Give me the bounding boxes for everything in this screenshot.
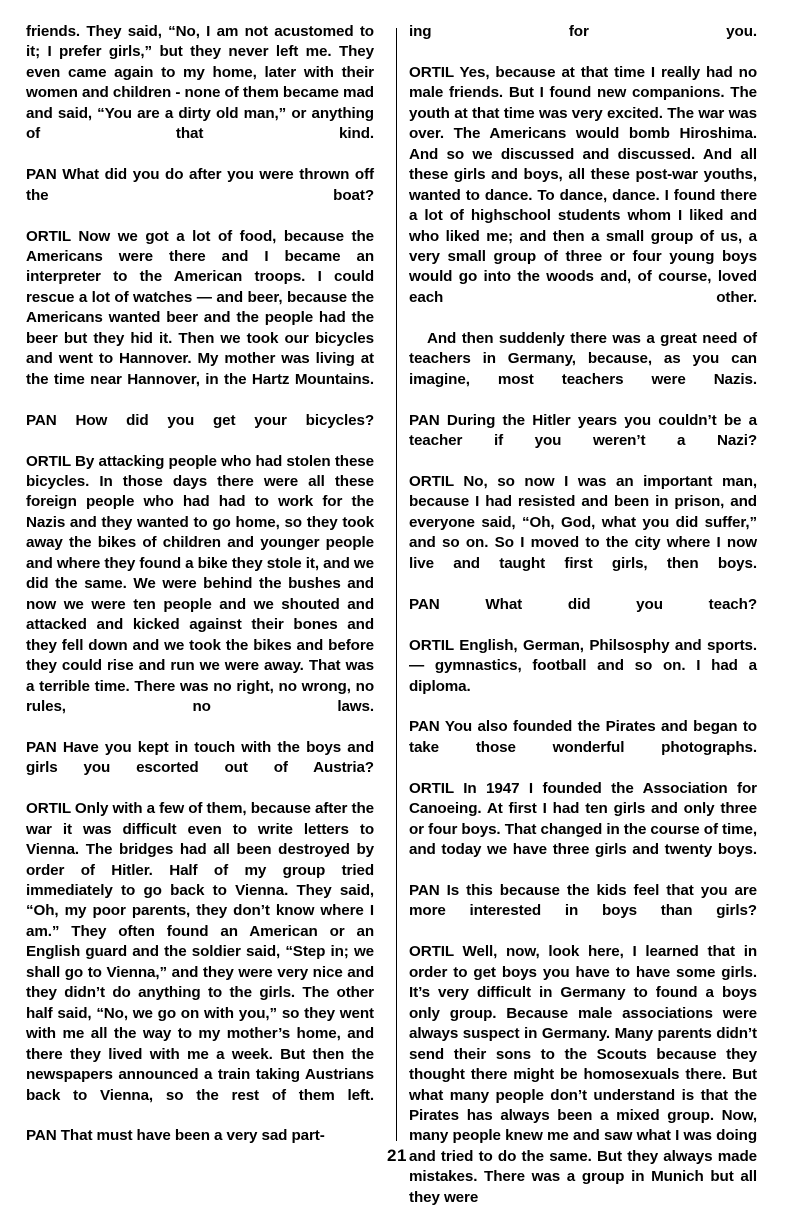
paragraph: ORTIL Well, now, look here, I learned that in order to get boys you have to have some girls. It’s very difficult in Germany to found a boys only group. Because male associations were always suspect in Germany. Many parents didn’t send their sons to the Scouts because they thought there might be homosexuals there. But what many people don’t understand is that the Pirates has always been a mixed group. Now, many people knew me and saw what I was doing and tried to do the same. But they always made mistakes. There was a group in Munich but all they were: [409, 943, 757, 1206]
paragraph: ORTIL English, German, Philsosphy and sports. — gymnastics, football and so on. I had a diploma.: [409, 636, 757, 695]
paragraph: ORTIL Now we got a lot of food, because the Americans were there and I became an interpreter to the American troops. I could rescue a lot of watches — and beer, because the Americans wanted beer and the people had the beer but they hid it. Then we took our bicycles and went to Hannover. My mother was living at the time near Hannover, in the Hartz Mountains.: [26, 227, 374, 388]
column-left: [26, 22, 374, 1147]
paragraph: And then suddenly there was a great need of teachers in Germany, because, as you can imagine, most teachers were Nazis.: [409, 329, 757, 388]
paragraph: ORTIL No, so now I was an important man, because I had resisted and been in prison, and everyone said, “Oh, God, what you did suffer,” and so on. So I moved to the city where I now live and taught first girls, then boys.: [409, 472, 757, 572]
paragraph: ORTIL Only with a few of them, because after the war it was difficult even to write letters to Vienna. The bridges had all been destroyed by order of Hitler. Half of my group tried immediately to go back to Vienna. They said, “Oh, my poor parents, they don’t know where I am.” They often found an American or an English guard and the soldier said, “Step in; we shall go to Vienna,” and they were very nice and they didn’t do anything to the girls. The other half said, “No, we go on with you,” so they went with me all the way to my mother’s home, and there they lived with me a week. But then the newspapers announced a train taking Austrians back to Vienna, so the rest of them left.: [26, 800, 374, 1104]
paragraph: PAN During the Hitler years you couldn’t be a teacher if you weren’t a Nazi?: [409, 411, 757, 450]
paragraph: PAN Have you kept in touch with the boys and girls you escorted out of Austria?: [26, 738, 374, 777]
paragraph: ORTIL Yes, because at that time I really had no male friends. But I found new companions. The youth at that time was very excited. The war was over. The Americans would bomb Hiroshima. And so we discussed and discussed. And all these girls and boys, all these post-war youths, wanted to dance. To dance, dance. I found there a lot of highschool students whom I liked and who liked me; and then a small group of us, a very small group of three or four young boys would go into the woods and, of course, loved each other.: [409, 63, 757, 306]
paragraph: ORTIL By attacking people who had stolen these bicycles. In those days there were all these foreign people who had had to work for the Nazis and they wanted to go home, so they took away the bikes of children and younger people and where they found a bike they stole it, and we did the same. We were behind the bushes and now we were ten people and we shouted and attacked and kicked against their bones and they fell down and we took the bikes and before they could rise and run we were away. That was a terrible time. There was no right, no wrong, no rules, no laws.: [26, 452, 374, 715]
paragraph: PAN Is this because the kids feel that you are more interested in boys than girls?: [409, 882, 757, 920]
column-right: [409, 22, 757, 1208]
column-divider-rule: [396, 28, 397, 1141]
paragraph: PAN What did you do after you were thrown off the boat?: [26, 166, 374, 204]
paragraph: friends. They said, “No, I am not acustomed to it; I prefer girls,” but they never left me. They even came again to my home, later with their women and children - none of them became mad and said, “You are a dirty old man,” or anything of that kind.: [26, 23, 374, 143]
paragraph: ing for you.: [409, 23, 757, 40]
page-number: 21: [387, 1146, 407, 1165]
paragraph: PAN What did you teach?: [409, 595, 757, 613]
paragraph: PAN How did you get your bicycles?: [26, 411, 374, 429]
paragraph: PAN That must have been a very sad part-: [26, 1127, 325, 1145]
paragraph: PAN You also founded the Pirates and began to take those wonderful photographs.: [409, 718, 757, 756]
paragraph: ORTIL In 1947 I founded the Association for Canoeing. At first I had ten girls and only three or four boys. That changed in the course of time, and today we have three girls and twenty boys.: [409, 779, 757, 859]
